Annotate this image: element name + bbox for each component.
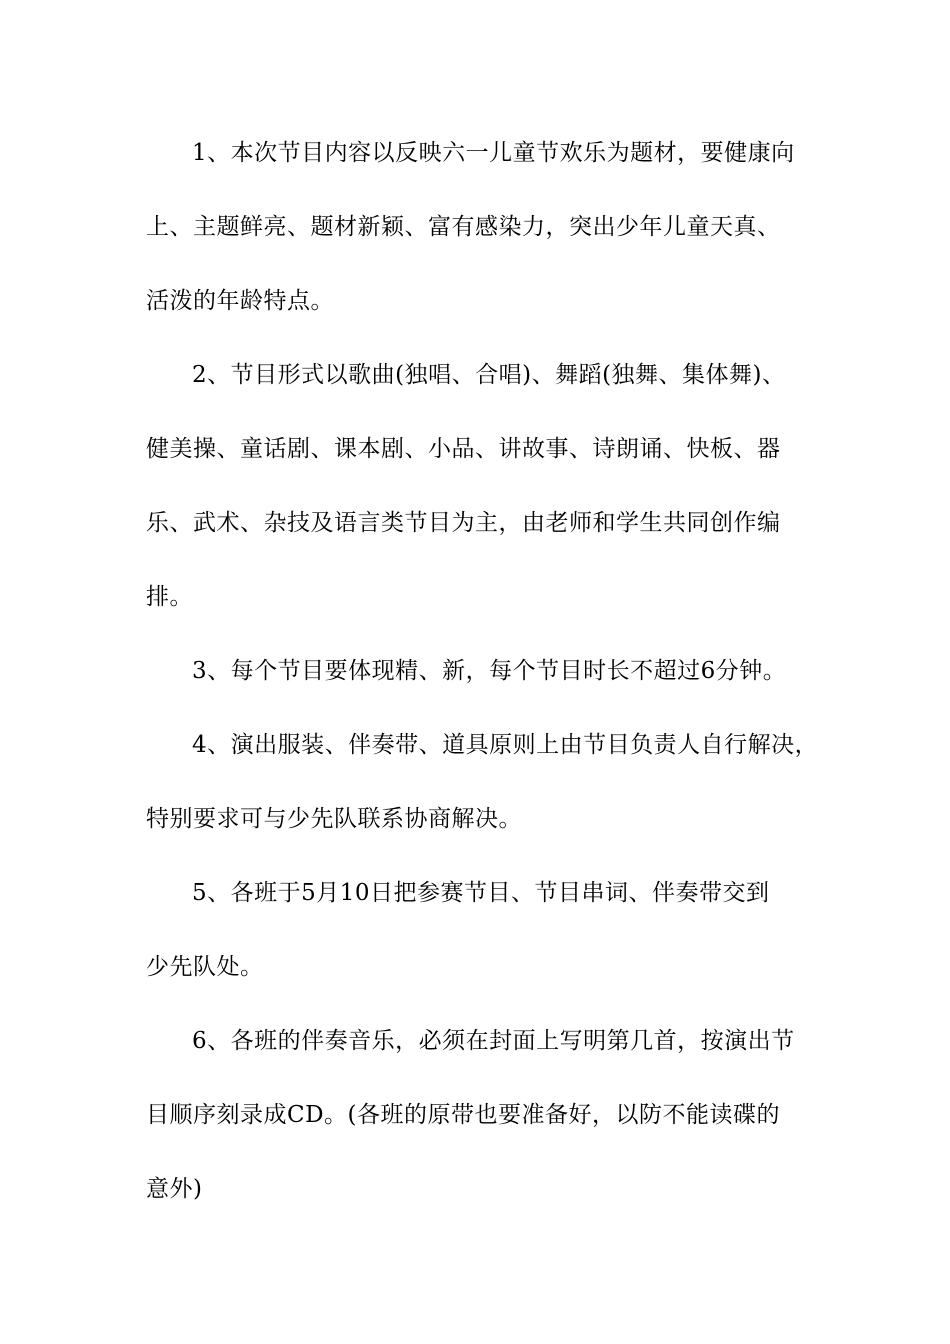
paragraph-1-line-3: 活泼的年龄特点。	[146, 288, 334, 314]
paragraph-2-line-3: 乐、武术、杂技及语言类节目为主，由老师和学生共同创作编	[146, 510, 781, 536]
paragraph-1-line-1: 1、本次节目内容以反映六一儿童节欢乐为题材，要健康向	[192, 140, 795, 166]
paragraph-2-line-2: 健美操、童话剧、课本剧、小品、讲故事、诗朗诵、快板、器	[146, 436, 781, 462]
paragraph-4-line-2: 特别要求可与少先队联系协商解决。	[146, 806, 522, 832]
paragraph-2-line-1: 2、节目形式以歌曲(独唱、合唱)、舞蹈(独舞、集体舞)、	[192, 362, 786, 388]
paragraph-6-line-3: 意外)	[146, 1176, 203, 1202]
paragraph-3-line-1: 3、每个节目要体现精、新，每个节目时长不超过6分钟。	[192, 658, 787, 684]
paragraph-5-line-1: 5、各班于5月10日把参赛节目、节目串词、伴奏带交到	[192, 880, 770, 906]
paragraph-5-line-2: 少先队处。	[146, 954, 264, 980]
paragraph-6-line-1: 6、各班的伴奏音乐，必须在封面上写明第几首，按演出节	[192, 1028, 795, 1054]
paragraph-2-line-4: 排。	[146, 584, 193, 610]
paragraph-1-line-2: 上、主题鲜亮、题材新颖、富有感染力，突出少年儿童天真、	[146, 214, 781, 240]
paragraph-4-line-1: 4、演出服装、伴奏带、道具原则上由节目负责人自行解决，	[192, 732, 819, 758]
paragraph-6-line-2: 目顺序刻录成CD。(各班的原带也要准备好，以防不能读碟的	[146, 1102, 781, 1128]
